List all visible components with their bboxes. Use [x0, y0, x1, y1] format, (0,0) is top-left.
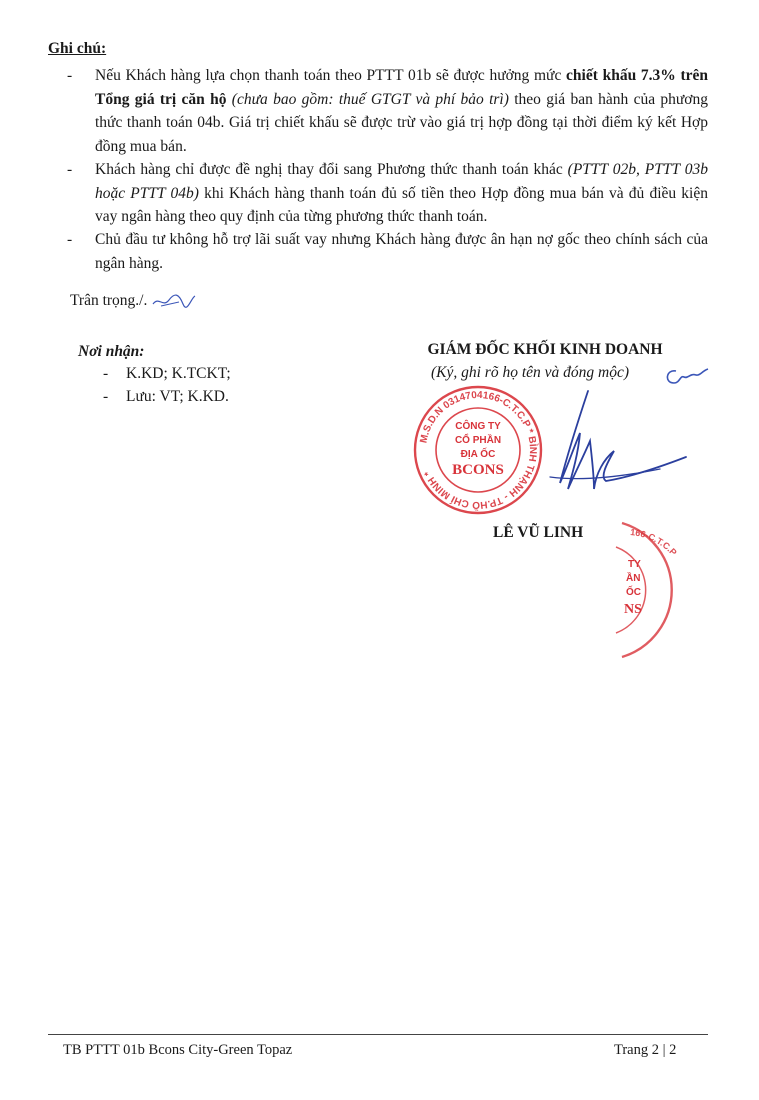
bullet-dash: -: [67, 231, 73, 248]
bullet-dash: -: [103, 388, 109, 405]
note-title: Ghi chú:: [48, 40, 107, 57]
recipient-item: K.KD; K.TCKT;: [126, 365, 231, 382]
seal-line: CỔ PHẦN: [454, 435, 502, 446]
seal-line: ỐC: [626, 587, 641, 598]
note-italic-text: (PTTT 02b, PTTT 03b hoặc PTTT 04b): [95, 161, 708, 202]
note-item-interest: Chủ đầu tư không hỗ trợ lãi suất vay nhưng Khách hàng được ân hạn nợ gốc theo chính sách của ngân hàng.: [95, 231, 708, 272]
seal-ring-text: 166-C.T.C.P: [629, 526, 679, 558]
footer-document-id: TB PTTT 01b Bcons City-Green Topaz: [63, 1042, 293, 1058]
seal-line: CÔNG TY: [455, 421, 501, 432]
footer-page-number: Trang 2 | 2: [614, 1042, 677, 1058]
note-text: Khách hàng chỉ được đề nghị thay đổi sang Phương thức thanh toán khác: [95, 161, 568, 178]
seal-line: ĐỊA ỐC: [460, 449, 496, 460]
svg-text:166-C.T.C.P: [630, 527, 679, 558]
bullet-dash: -: [103, 365, 109, 382]
signature: [510, 385, 690, 515]
closing-text: Trân trọng./.: [70, 292, 148, 309]
note-text: theo giá ban hành của phương thức thanh toán 04b. Giá trị chiết khấu sẽ được trừ vào giá trị hợp đồng tại thời điểm ký kết Hợp đồng mua bán.: [95, 90, 708, 155]
signer-name: LÊ VŨ LINH: [493, 524, 584, 541]
recipient-item: Lưu: VT; K.KD.: [126, 388, 229, 405]
footer-divider: [48, 1034, 708, 1035]
note-text: Nếu Khách hàng lựa chọn thanh toán theo PTTT 01b sẽ được hưởng mức: [95, 67, 567, 84]
bullet-dash: -: [67, 67, 73, 84]
note-bold-text: chiết khấu 7.3% trên Tổng giá trị căn hộ: [95, 67, 709, 108]
note-item-change-method: [95, 158, 708, 229]
recipients-title: Nơi nhận:: [78, 343, 145, 360]
seal-line: ẦN: [626, 573, 641, 584]
seal-line: NS: [624, 602, 642, 617]
seal-ring-text: M.S.D.N 0314704166-C.T.C.P * BÌNH THẠNH - TP.HỒ CHÍ MINH *: [418, 389, 539, 511]
initial-mark: [149, 290, 197, 312]
seal-line: TY: [628, 559, 641, 570]
seal-line: BCONS: [452, 462, 504, 478]
signer-note: (Ký, ghi rõ họ tên và đóng mộc): [430, 364, 630, 381]
note-text: khi Khách hàng thanh toán đủ số tiền theo Hợp đồng mua bán và đủ điều kiện vay ngân hàng theo quy định của từng phương thức thanh toán.: [95, 184, 708, 225]
note-italic-text: (chưa bao gồm: thuế GTGT và phí bảo trì): [231, 90, 509, 108]
signer-title: GIÁM ĐỐC KHỐI KINH DOANH: [427, 341, 663, 358]
company-seal-partial: [612, 515, 692, 665]
note-item-discount: [95, 64, 708, 158]
bullet-dash: -: [67, 161, 73, 178]
